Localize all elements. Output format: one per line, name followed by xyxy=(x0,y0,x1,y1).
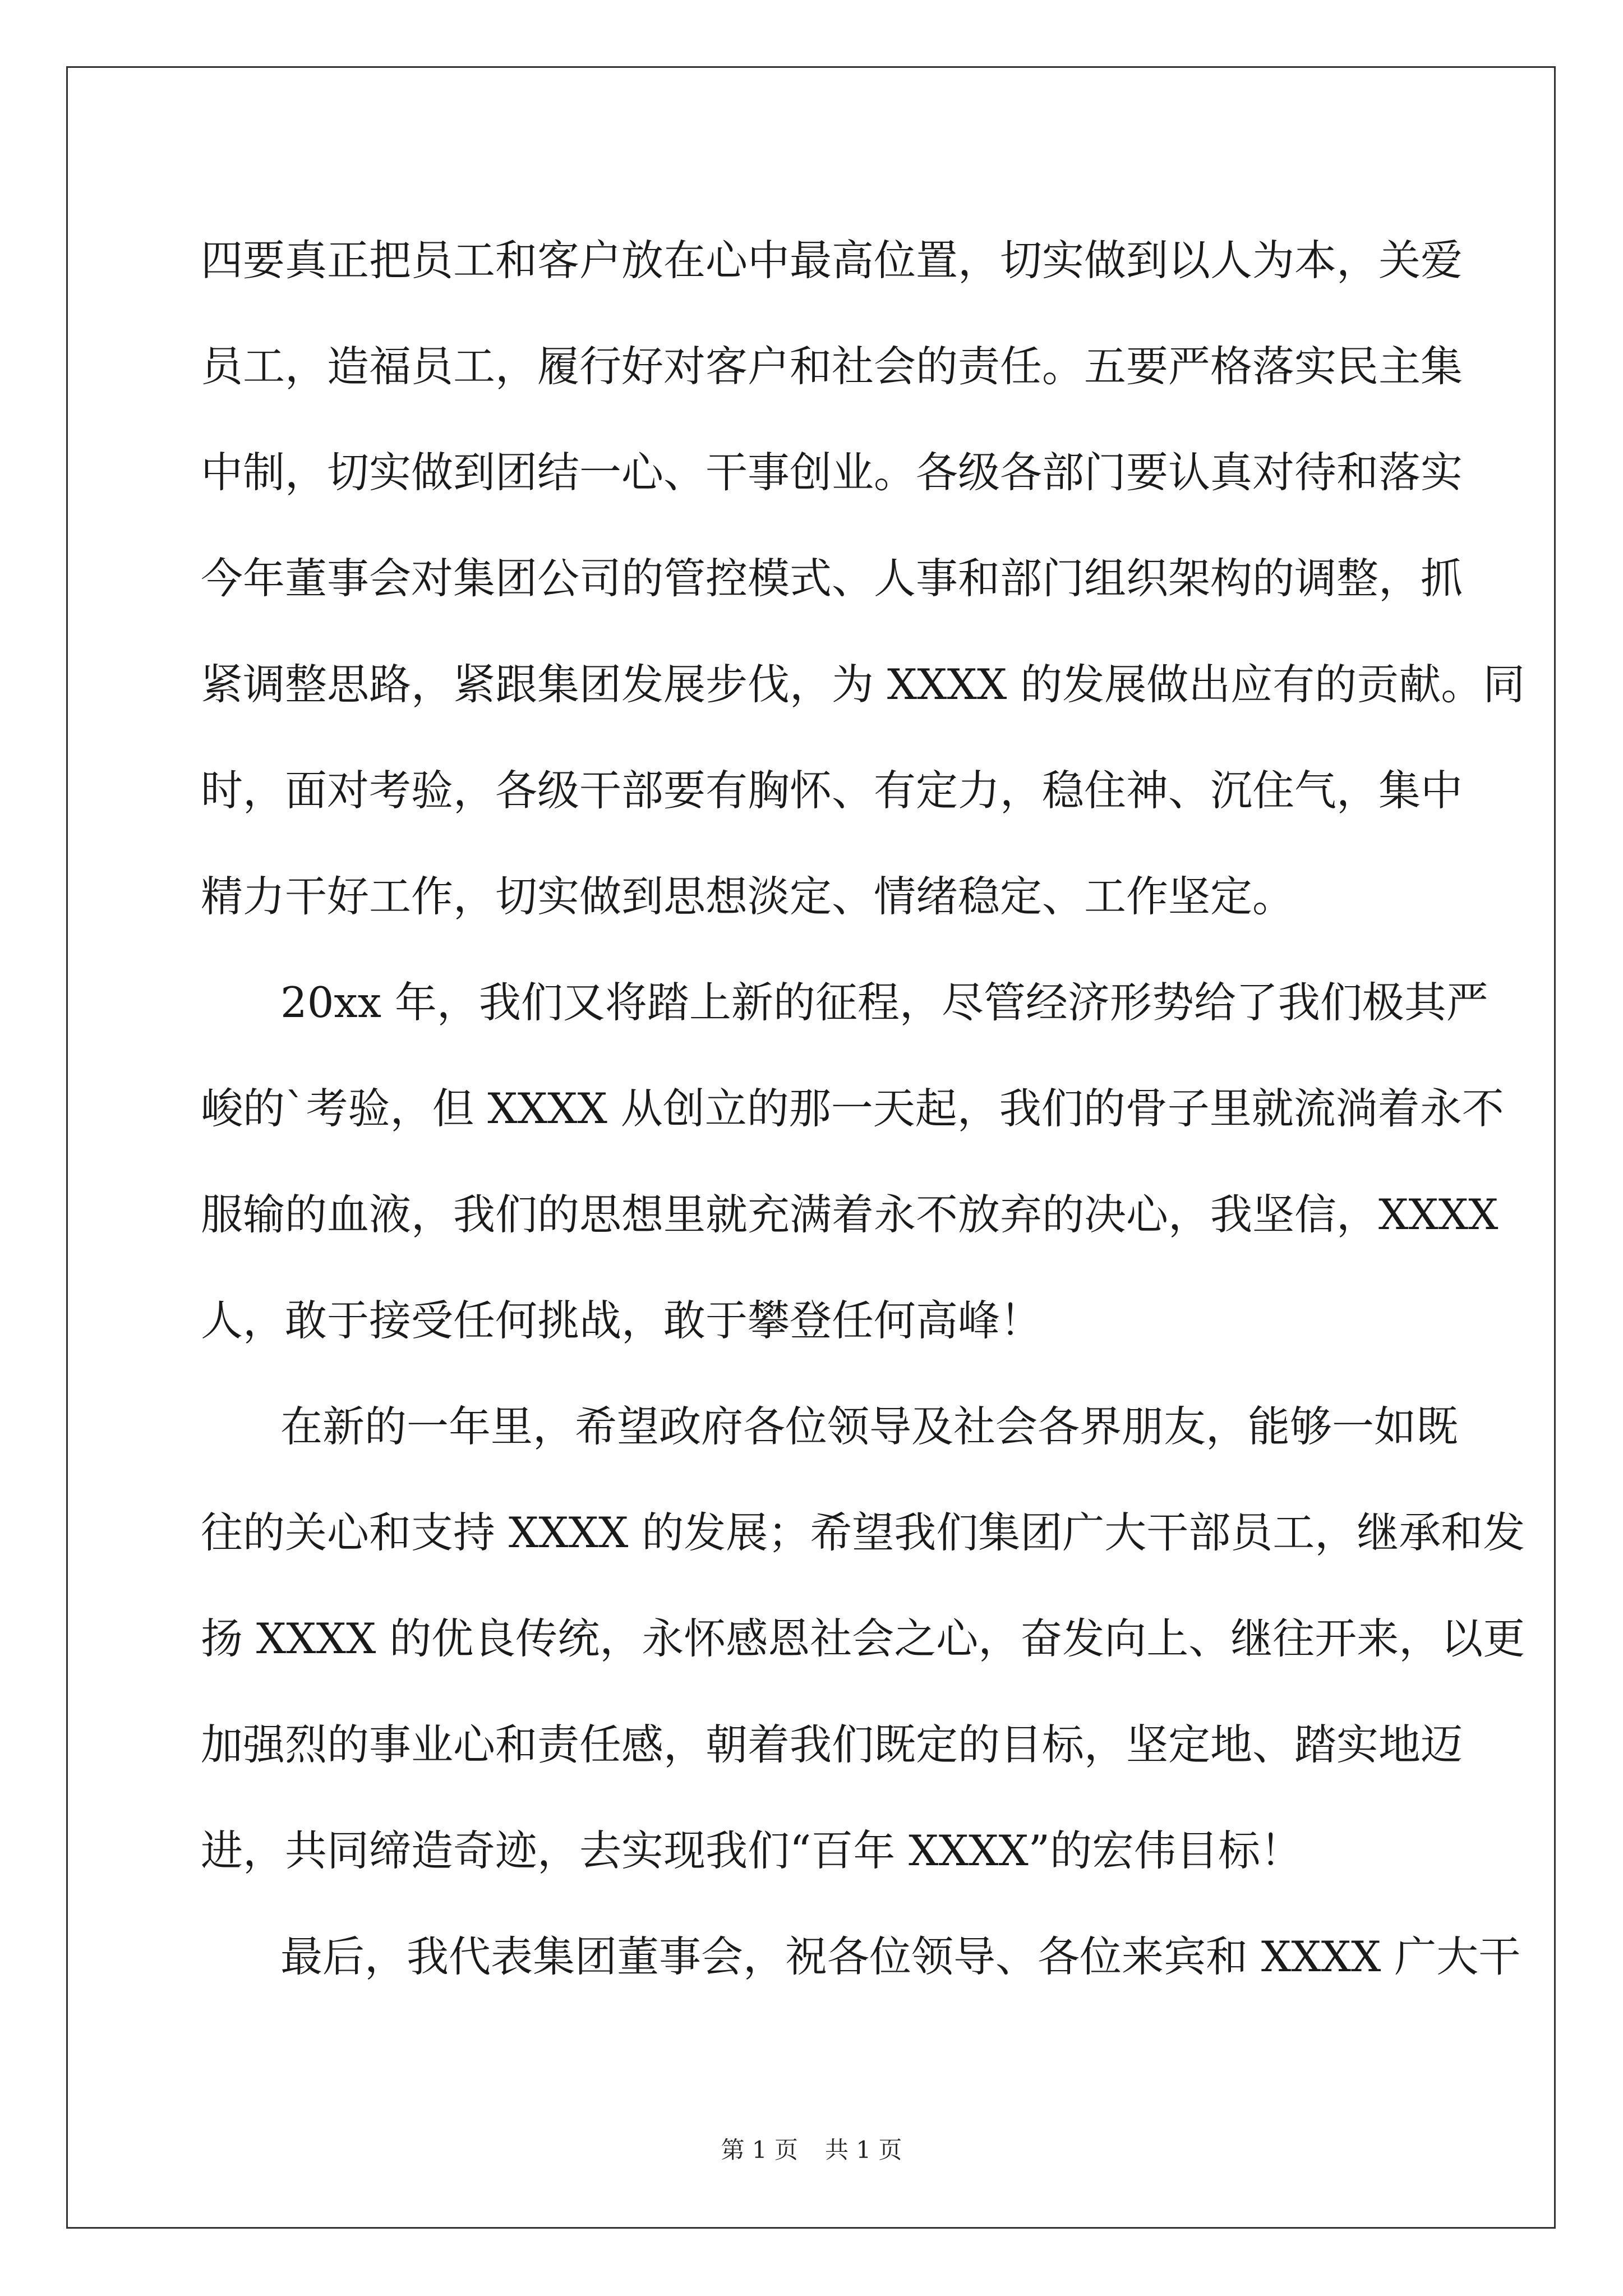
paragraph-4 xyxy=(201,1904,1521,2010)
page-footer xyxy=(0,2133,1623,2167)
text-line: 20xx 年，我们又将踏上新的征程，尽管经济形势给了我们极其严 xyxy=(280,978,1488,1027)
paragraph-2 xyxy=(201,950,1504,1374)
text-line: 最后，我代表集团董事会，祝各位领导、各位来宾和 XXXX 广大干 xyxy=(280,1932,1521,1981)
text-line: 四要真正把员工和客户放在心中最高位置，切实做到以人为本，关爱 xyxy=(201,236,1463,285)
text-line: 往的关心和支持 XXXX 的发展；希望我们集团广大干部员工，继承和发 xyxy=(201,1508,1525,1557)
text-line: 进，共同缔造奇迹，去实现我们“百年 XXXX”的宏伟目标！ xyxy=(201,1826,1303,1875)
text-line: 员工，造福员工，履行好对客户和社会的责任。五要严格落实民主集 xyxy=(201,342,1463,391)
paragraph-1 xyxy=(201,208,1525,950)
text-line: 今年董事会对集团公司的管控模式、人事和部门组织架构的调整，抓 xyxy=(201,554,1463,603)
text-line: 中制，切实做到团结一心、干事创业。各级各部门要认真对待和落实 xyxy=(201,448,1463,497)
text-line: 精力干好工作，切实做到思想淡定、情绪稳定、工作坚定。 xyxy=(201,872,1295,921)
paragraph-3 xyxy=(201,1374,1525,1904)
text-line: 峻的`考验，但 XXXX 从创立的那一天起，我们的骨子里就流淌着永不 xyxy=(201,1084,1504,1133)
text-line: 服输的血液，我们的思想里就充满着永不放弃的决心，我坚信，XXXX xyxy=(201,1190,1498,1239)
text-line: 在新的一年里，希望政府各位领导及社会各界朋友，能够一如既 xyxy=(280,1402,1459,1451)
text-line: 时，面对考验，各级干部要有胸怀、有定力，稳住神、沉住气，集中 xyxy=(201,766,1463,815)
text-line: 紧调整思路，紧跟集团发展步伐，为 XXXX 的发展做出应有的贡献。同 xyxy=(201,660,1525,709)
text-line: 人，敢于接受任何挑战，敢于攀登任何高峰！ xyxy=(201,1296,1043,1345)
page-number-total: 共 1 页 xyxy=(825,2136,902,2164)
text-line: 扬 XXXX 的优良传统，永怀感恩社会之心，奋发向上、继往开来，以更 xyxy=(201,1614,1525,1663)
page-number-current: 第 1 页 xyxy=(721,2136,798,2164)
text-line: 加强烈的事业心和责任感，朝着我们既定的目标，坚定地、踏实地迈 xyxy=(201,1720,1463,1769)
document-body xyxy=(201,208,1525,2010)
